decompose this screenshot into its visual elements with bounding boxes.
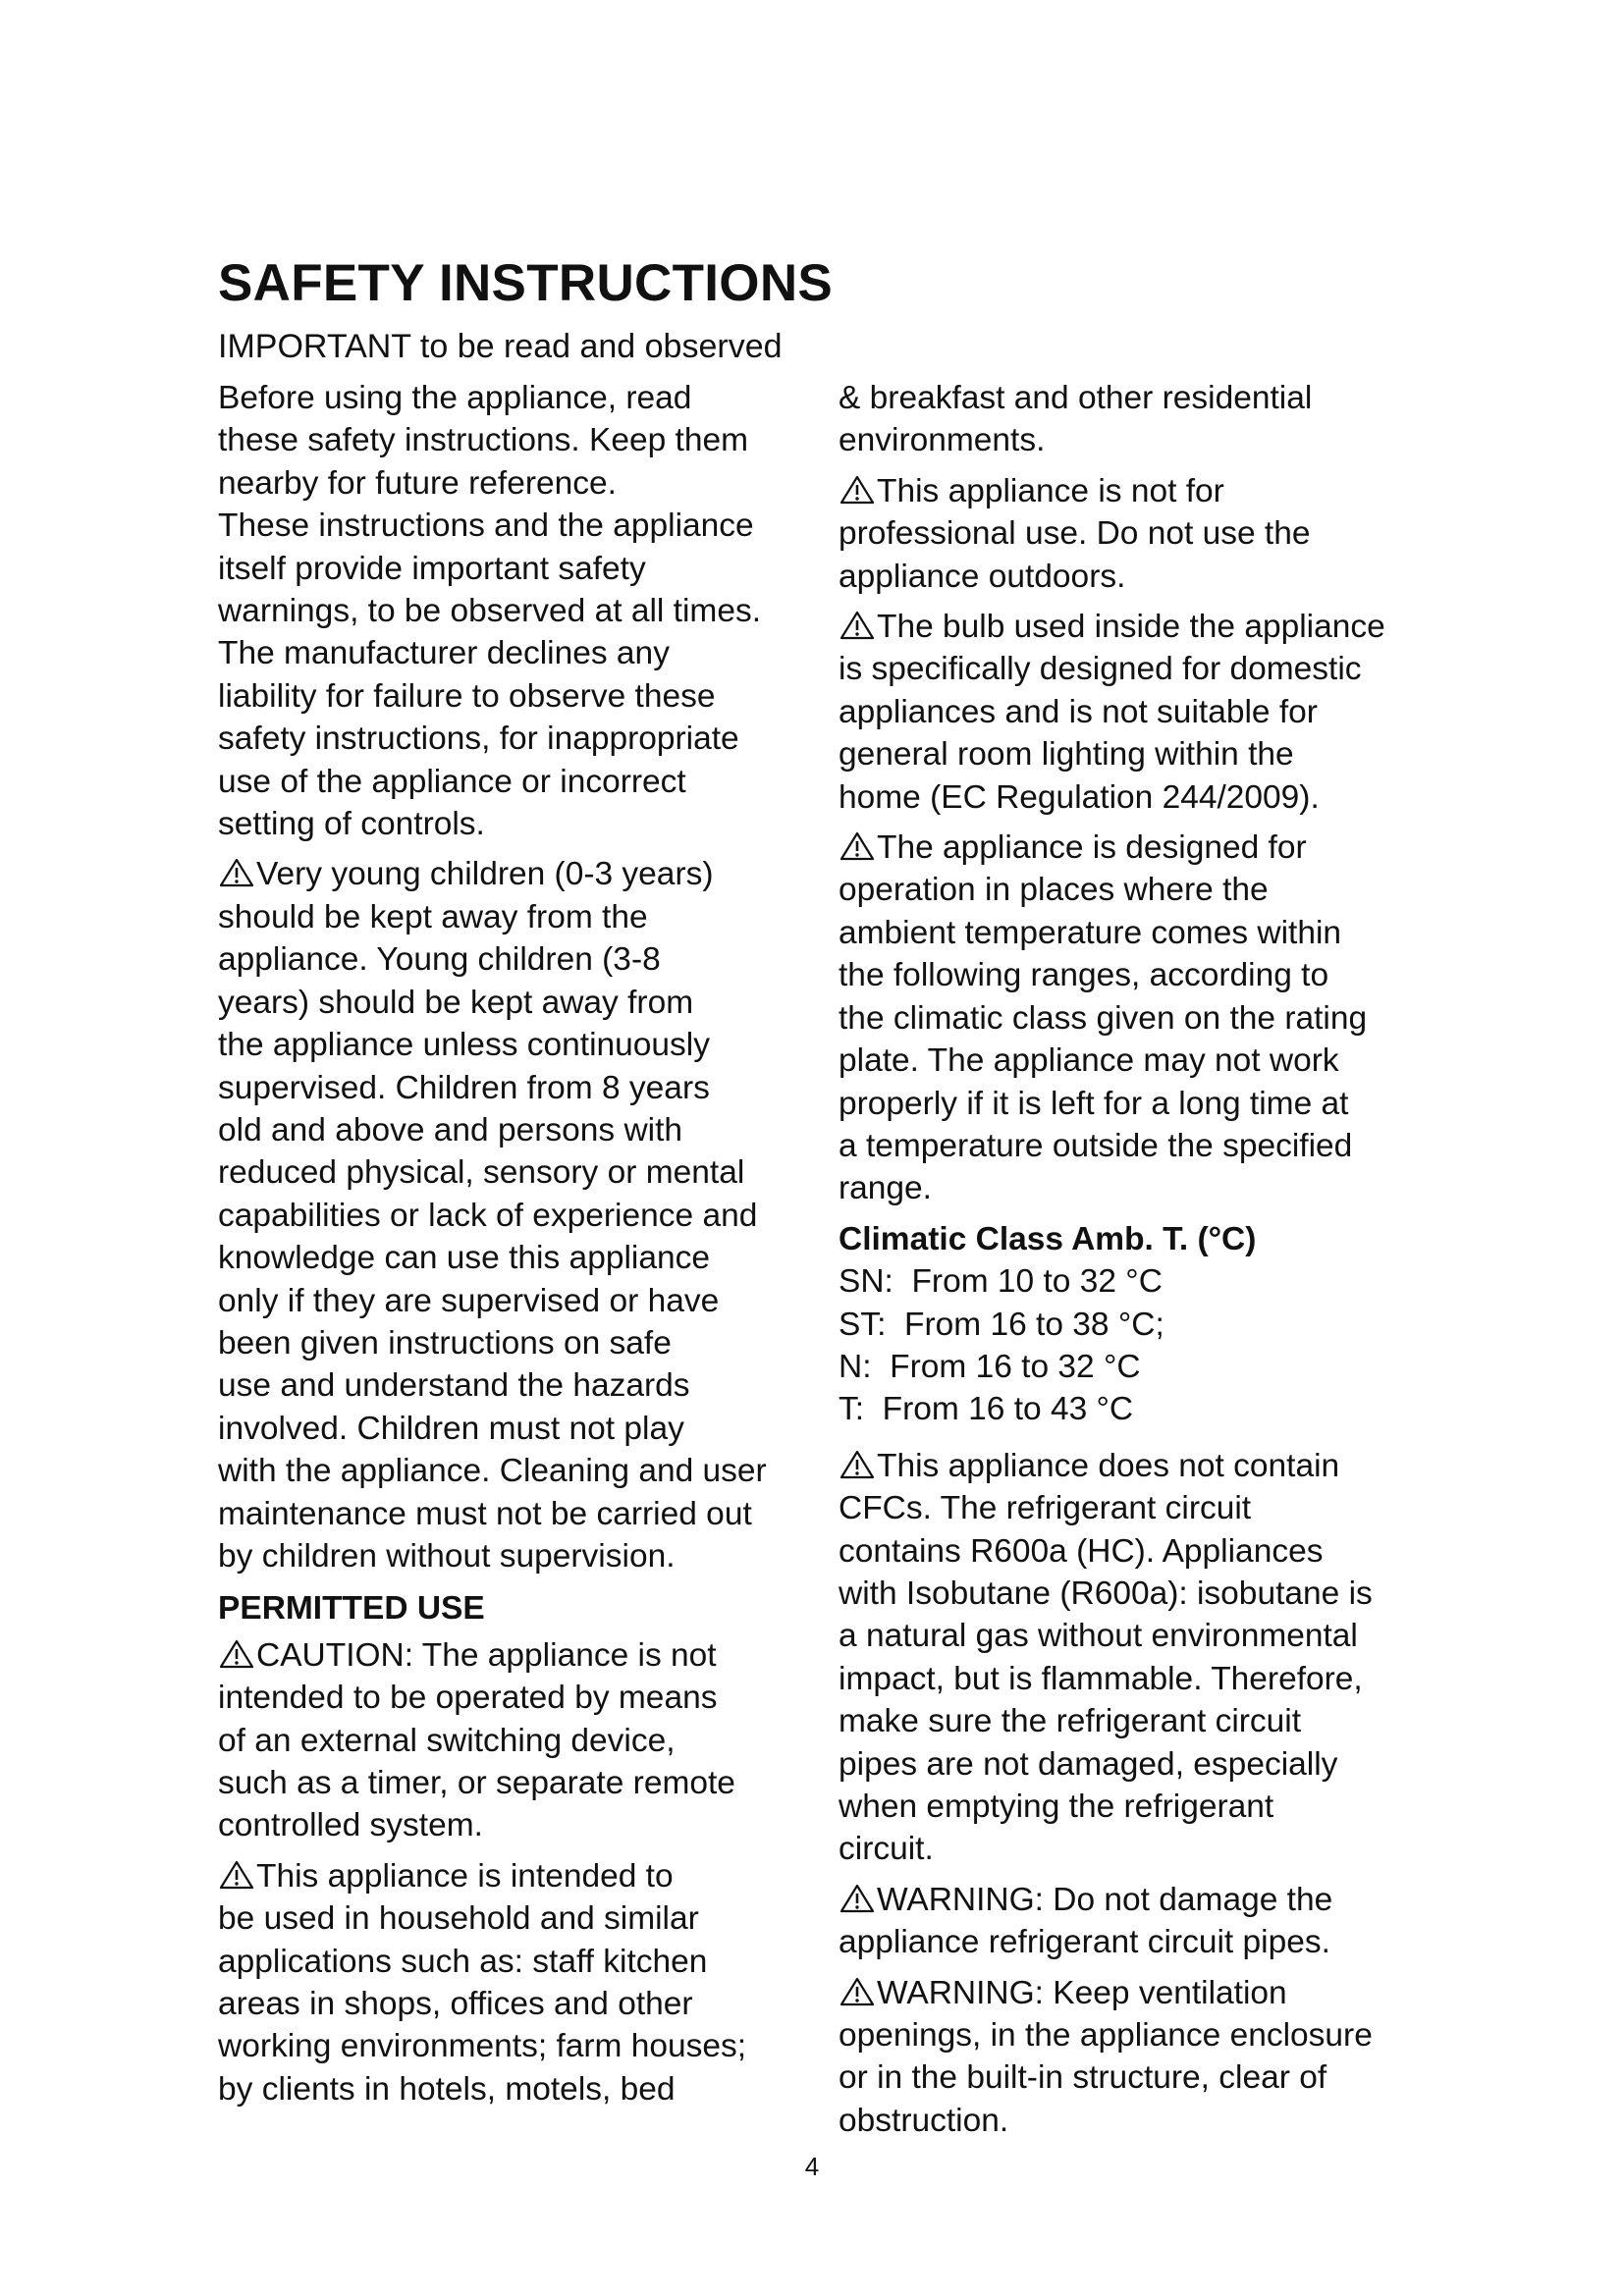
warning-triangle-icon: [839, 1450, 876, 1479]
caution-paragraph: [218, 1634, 807, 1847]
warning-triangle-icon: [218, 1639, 255, 1669]
warning-triangle-icon: [218, 1860, 255, 1890]
caution-text: CAUTION: The appliance is not intended to be operated by means of an external switching device, such as a timer, or separate remote controlled system.: [218, 1636, 735, 1844]
climatic-class-heading: Climatic Class Amb. T. (°C): [839, 1220, 1257, 1257]
page-subtitle: IMPORTANT to be read and observed: [218, 328, 783, 365]
page-number: 4: [804, 2152, 820, 2181]
right-column: [839, 377, 1428, 2142]
ambient-paragraph: [839, 827, 1428, 1210]
cfc-paragraph: [839, 1445, 1428, 1871]
bulb-text: The bulb used inside the appliance is specifically designed for domestic appliances and is not suitable for general room lighting within the home (EC Regulation 244/2009).: [839, 609, 1385, 816]
not-professional-text: This appliance is not for professional use. Do not use the appliance outdoors.: [839, 472, 1311, 595]
warning-triangle-icon: [839, 1977, 876, 2006]
warning-triangle-icon: [218, 858, 255, 887]
children-warning-paragraph: [218, 853, 807, 1577]
page-title: SAFETY INSTRUCTIONS: [218, 254, 834, 312]
household-use-paragraph: [218, 1855, 807, 2110]
warning-triangle-icon: [839, 475, 876, 505]
ambient-text: The appliance is designed for operation in places where the ambient temperature comes within the following ranges, according to the climatic class given on the rating plate. The appliance may not work properly if it is left for a long time at a temperature outside the specified range.: [839, 829, 1368, 1207]
warning-triangle-icon: [839, 611, 876, 640]
climatic-class-table: [839, 1218, 1428, 1431]
warning-triangle-icon: [839, 1884, 876, 1913]
household-use-text: This appliance is intended to be used in household and similar applications such as: staff kitchen areas in shops, offices and other working environments; farm houses; by clients in hotels, motels, bed: [218, 1857, 747, 2108]
not-professional-paragraph: [839, 470, 1428, 598]
climatic-class-row: T: From 16 to 43 °C: [839, 1391, 1134, 1428]
warning-ventilation-paragraph: [839, 1972, 1428, 2143]
household-use-continued: & breakfast and other residential environments.: [839, 380, 1313, 459]
permitted-use-heading: PERMITTED USE: [218, 1590, 485, 1628]
warning-pipes-text: WARNING: Do not damage the appliance refrigerant circuit pipes.: [839, 1881, 1333, 1961]
warning-triangle-icon: [839, 831, 876, 861]
bulb-paragraph: [839, 606, 1428, 819]
climatic-class-row: N: From 16 to 32 °C: [839, 1348, 1141, 1385]
children-warning-text: Very young children (0-3 years) should be kept away from the appliance. Young children (3-8 years) should be kept away from the appliance unless continuously supervised. Children from 8 years old and above and persons with reduced physical, sensory or mental capabilities or lack of experience and knowledge can use this appliance only if they are supervised or have been given instructions on safe use and understand the hazards involved. Children must not play with the appliance. Cleaning and user maintenance must not be carried out by children without supervision.: [218, 856, 767, 1575]
left-column: [218, 377, 807, 2110]
cfc-text: This appliance does not contain CFCs. The refrigerant circuit contains R600a (HC). Appliances with Isobutane (R600a): isobutane is a natural gas without environmental impact, but is flammable. Therefore, make sure the refrigerant circuit pipes are not damaged, especially when emptying the refrigerant circuit.: [839, 1447, 1373, 1868]
warning-pipes-paragraph: [839, 1879, 1428, 1964]
climatic-class-row: ST: From 16 to 38 °C;: [839, 1306, 1164, 1343]
intro-paragraph: Before using the appliance, read these safety instructions. Keep them nearby for future reference. These instructions and the appliance itself provide important safety warnings, to be observed at all times. The manufacturer declines any liability for failure to observe these safety instructions, for inappropriate use of the appliance or incorrect setting of controls.: [218, 380, 762, 843]
climatic-class-row: SN: From 10 to 32 °C: [839, 1263, 1163, 1301]
warning-ventilation-text: WARNING: Keep ventilation openings, in the appliance enclosure or in the built-in structure, clear of obstruction.: [839, 1974, 1373, 2139]
